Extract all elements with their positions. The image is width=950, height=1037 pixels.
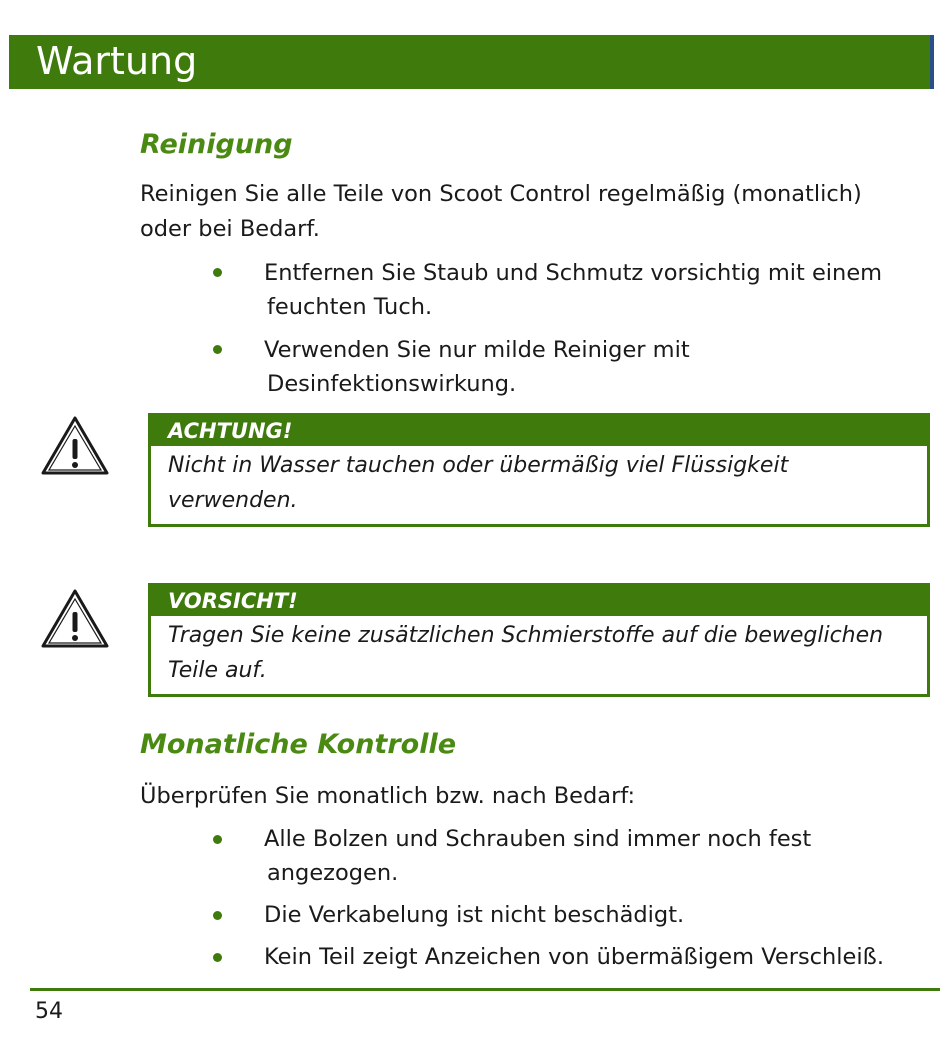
bullet-line1: Alle Bolzen und Schrauben sind immer noch fest [264, 826, 812, 852]
notice-body [151, 616, 927, 688]
bullet-line1: Kein Teil zeigt Anzeichen von übermäßigem Verschleiß. [264, 944, 884, 970]
page-title: Wartung [36, 39, 198, 83]
cleaning-intro-line2: oder bei Bedarf. [140, 216, 320, 242]
cleaning-intro-line1: Reinigen Sie alle Teile von Scoot Control regelmäßig (monatlich) [140, 181, 862, 207]
bullet-line1: Die Verkabelung ist nicht beschädigt. [264, 902, 685, 928]
monthly-intro: Überprüfen Sie monatlich bzw. nach Bedarf: [140, 783, 636, 809]
notice-line2: verwenden. [168, 488, 298, 513]
bullet-line2: angezogen. [267, 860, 399, 886]
notice-line2: Teile auf. [168, 658, 267, 683]
warning-triangle-icon [40, 588, 110, 650]
notice-line1: Tragen Sie keine zusätzlichen Schmierstoffe auf die beweglichen [168, 623, 884, 648]
bullet-line1: Verwenden Sie nur milde Reiniger mit [264, 337, 690, 363]
bullet-dot-icon [213, 953, 222, 962]
monthly-check-heading: Monatliche Kontrolle [140, 729, 457, 760]
bullet-dot-icon [213, 835, 222, 844]
notice-achtung [148, 413, 930, 527]
bullet-line2: Desinfektionswirkung. [267, 371, 517, 397]
warning-triangle-icon [40, 415, 110, 477]
cleaning-heading: Reinigung [140, 129, 293, 160]
notice-vorsicht [148, 583, 930, 697]
section-header-bar [9, 35, 934, 89]
notice-line1: Nicht in Wasser tauchen oder übermäßig viel Flüssigkeit [168, 453, 789, 478]
notice-heading: ACHTUNG! [151, 416, 927, 446]
bullet-dot-icon [213, 345, 222, 354]
bullet-dot-icon [213, 911, 222, 920]
bullet-dot-icon [213, 268, 222, 277]
bullet-line2: feuchten Tuch. [267, 294, 433, 320]
bullet-line1: Entfernen Sie Staub und Schmutz vorsichtig mit einem [264, 260, 883, 286]
cleaning-intro [140, 177, 900, 247]
page-number: 54 [35, 999, 63, 1024]
notice-body [151, 446, 927, 518]
notice-heading: VORSICHT! [151, 586, 927, 616]
footer-divider [30, 988, 940, 991]
